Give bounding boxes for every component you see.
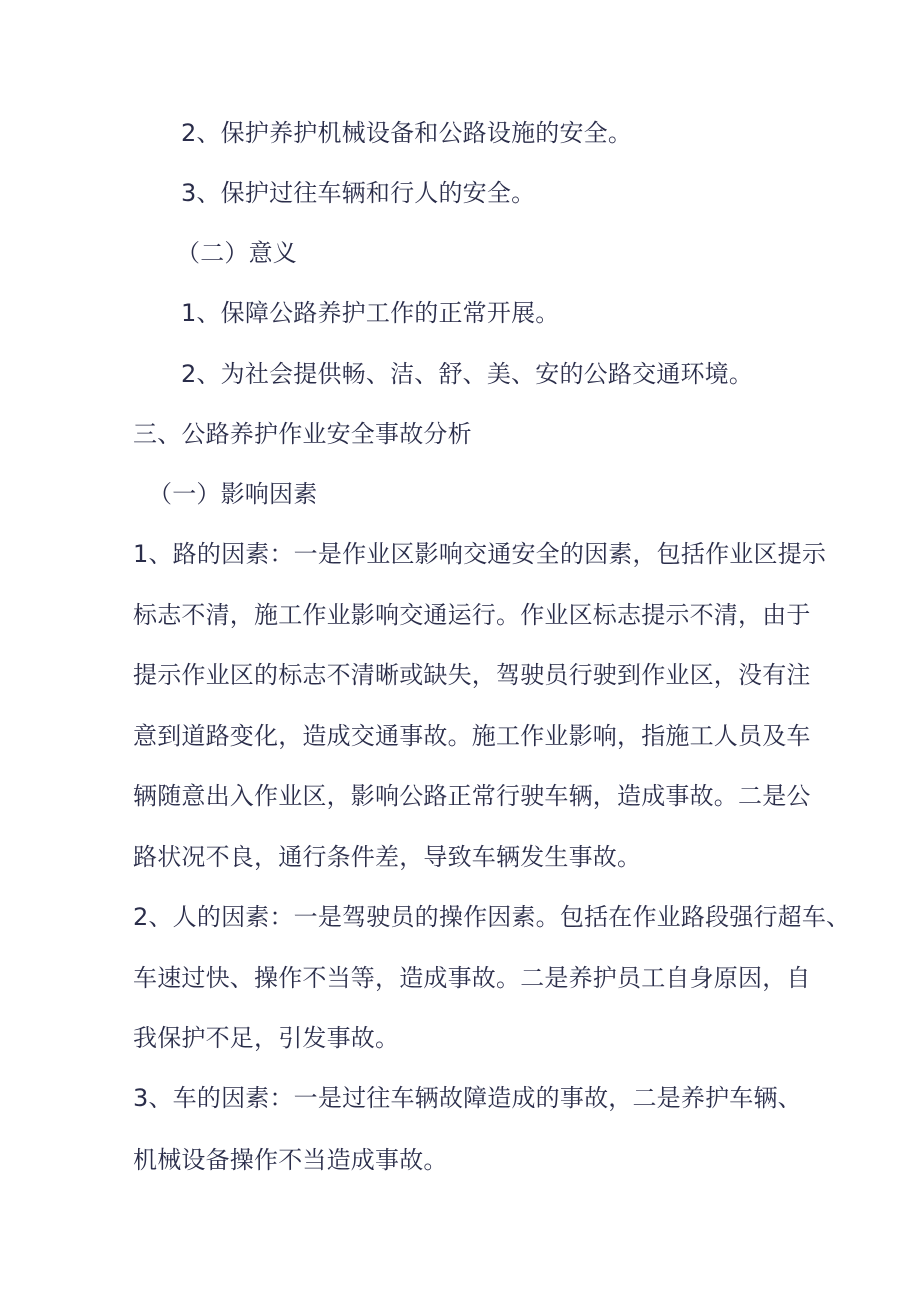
paragraph-line: 机械设备操作不当造成事故。 [133,1146,448,1174]
paragraph-line: 1、路的因素：一是作业区影响交通安全的因素，包括作业区提示 [133,540,827,568]
significance-item-1: 1、保障公路养护工作的正常开展。 [181,299,560,327]
chapter-heading-accident-analysis: 三、公路养护作业安全事故分析 [133,420,472,448]
paragraph-line: 3、车的因素：一是过往车辆故障造成的事故，二是养护车辆、 [133,1084,802,1112]
paragraph-line: 2、人的因素：一是驾驶员的操作因素。包括在作业路段强行超车、 [133,903,851,931]
paragraph-vehicle-factors [133,1067,802,1191]
paragraph-road-factors [133,524,827,887]
paragraph-line: 我保护不足，引发事故。 [133,1024,400,1052]
paragraph-line: 提示作业区的标志不清晰或缺失，驾驶员行驶到作业区，没有注 [133,661,811,689]
paragraph-line: 车速过快、操作不当等，造成事故。二是养护员工自身原因，自 [133,963,811,992]
goal-item-2: 2、保护养护机械设备和公路设施的安全。 [181,119,633,147]
section-heading-significance: （二）意义 [176,239,297,267]
paragraph-line: 标志不清，施工作业影响交通运行。作业区标志提示不清，由于 [133,600,811,629]
paragraph-line: 辆随意出入作业区，影响公路正常行驶车辆，造成事故。二是公 [133,782,811,810]
paragraph-line: 意到道路变化，造成交通事故。施工作业影响，指施工人员及车 [133,721,811,750]
section-heading-factors: （一）影响因素 [148,480,318,508]
significance-item-2: 2、为社会提供畅、洁、舒、美、安的公路交通环境。 [181,360,754,388]
paragraph-human-factors [133,887,851,1069]
paragraph-line: 路状况不良，通行条件差，导致车辆发生事故。 [133,842,642,871]
goal-item-3: 3、保护过往车辆和行人的安全。 [181,179,536,207]
